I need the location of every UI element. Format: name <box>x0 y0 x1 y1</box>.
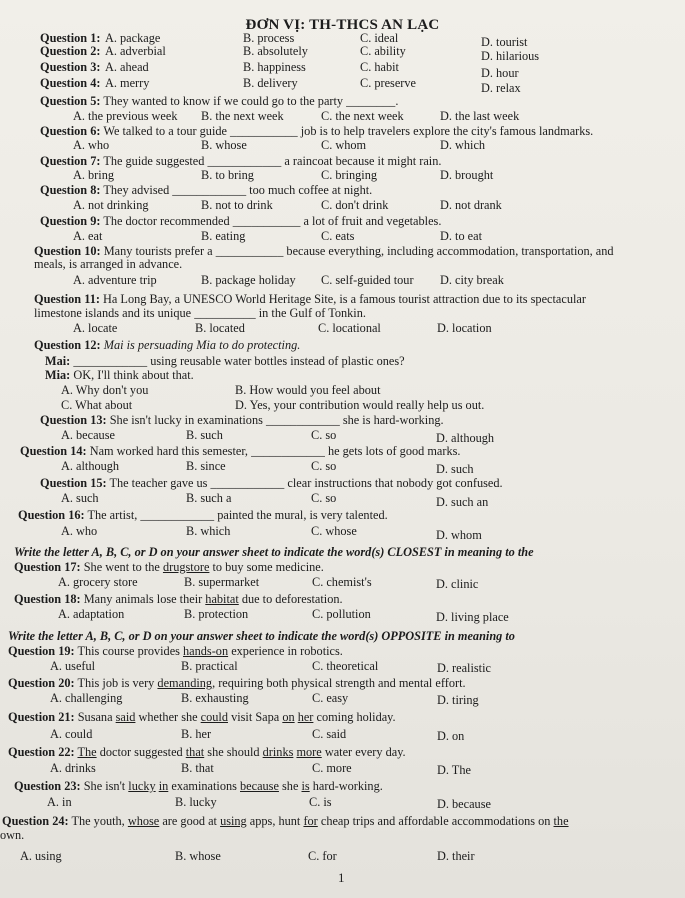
option-b: B. How would you feel about <box>235 383 381 397</box>
underlined-word: lucky <box>128 779 156 793</box>
option-b: B. process <box>243 31 295 45</box>
option-b: B. exhausting <box>181 691 249 705</box>
option-c: C. the next week <box>321 109 404 123</box>
q-text: using reusable water bottles instead of plastic ones? <box>150 354 405 368</box>
option-a: A. bring <box>73 168 114 182</box>
option-d: D. their <box>437 849 475 863</box>
speaker-mia: Mia: <box>45 368 71 382</box>
question-16-stem: Question 16: The artist, ____________ painted the mural, is very talented. <box>18 508 388 522</box>
q-text: she is hard-working. <box>342 413 444 427</box>
option-a: A. the previous week <box>73 109 178 123</box>
q-text: job is to help travelers explore the city's famous landmarks. <box>300 124 594 138</box>
question-3 <box>40 60 519 80</box>
option-b: B. located <box>195 321 245 335</box>
option-c: C. eats <box>321 229 355 243</box>
q-text: The teacher gave us <box>109 476 208 490</box>
question-10-stem: Question 10: Many tourists prefer a ___________ because everything, including accommodation, transportation, and <box>34 244 614 258</box>
option-a: A. eat <box>73 229 103 243</box>
option-b: B. supermarket <box>184 575 260 589</box>
option-c: C. ability <box>360 44 406 58</box>
option-a: A. in <box>47 795 72 809</box>
option-d: D. to eat <box>440 229 483 243</box>
q-label: Question 6: <box>40 124 101 138</box>
q-label: Question 17: <box>14 560 81 574</box>
option-a: A. merry <box>105 76 150 90</box>
unit-header: ĐƠN VỊ: TH-THCS AN LẠC <box>245 17 440 33</box>
question-21-stem <box>8 710 396 725</box>
q-label: Question 19: <box>8 644 75 658</box>
question-7-stem: Question 7: The guide suggested ____________ a raincoat because it might rain. <box>40 154 442 168</box>
option-a: A. because <box>61 428 115 442</box>
option-b: B. protection <box>184 607 249 621</box>
underlined-word: because <box>240 779 279 793</box>
q-text: She went to the <box>83 560 160 574</box>
q-text: too much coffee at night. <box>249 183 373 197</box>
option-b: B. to bring <box>201 168 254 182</box>
option-d: D. such an <box>436 495 489 509</box>
question-11-stem-cont: limestone islands and its unique __________ in the Gulf of Tonkin. <box>34 306 366 320</box>
q-text: The guide suggested <box>103 154 205 168</box>
q-label: Question 3: <box>40 60 101 74</box>
question-9-stem: Question 9: The doctor recommended ___________ a lot of fruit and vegetables. <box>40 214 442 228</box>
option-c: C. self-guided tour <box>321 273 414 287</box>
option-d: D. tourist <box>481 35 528 49</box>
q-text: She isn't <box>83 779 126 793</box>
q-label: Question 16: <box>18 508 85 522</box>
option-a: A. using <box>20 849 62 863</box>
option-b: B. whose <box>201 138 247 152</box>
question-12-mai: Mai: ____________ using reusable water bottles instead of plastic ones? <box>45 354 405 368</box>
option-b: B. the next week <box>201 109 284 123</box>
q-text: experience in robotics. <box>231 644 343 658</box>
q-text: Ha Long Bay, a UNESCO World Heritage Site, is a famous tourist attraction due to its spectacular <box>103 292 586 306</box>
option-c: C. for <box>308 849 337 863</box>
q-label: Question 2: <box>40 44 101 58</box>
question-20-stem <box>8 676 466 691</box>
q-label: Question 12: <box>34 338 101 352</box>
underlined-word: more <box>296 745 322 759</box>
q-text: doctor suggested <box>99 745 183 759</box>
q-text: , requiring both physical strength and mental effort. <box>212 676 466 690</box>
option-d: D. because <box>437 797 491 811</box>
q-text: apps, hunt <box>249 814 301 828</box>
q-text: Many tourists prefer a <box>103 244 213 258</box>
option-d: D. such <box>436 462 474 476</box>
option-d: D. Yes, your contribution would really help us out. <box>235 398 485 412</box>
question-24-stem <box>2 814 569 829</box>
underlined-word: demanding <box>157 676 213 690</box>
underlined-word: in <box>158 779 169 793</box>
q-label: Question 10: <box>34 244 101 258</box>
option-b: B. package holiday <box>201 273 296 287</box>
q-text: Nam worked hard this semester, <box>89 444 249 458</box>
q-text: The youth, <box>71 814 125 828</box>
q-label: Question 7: <box>40 154 101 168</box>
option-a: A. locate <box>73 321 118 335</box>
question-11-stem <box>34 292 586 307</box>
q-text: Susana <box>77 710 113 724</box>
q-text: Many animals lose their <box>83 592 203 606</box>
option-c: C. so <box>311 428 337 442</box>
option-d: D. brought <box>440 168 494 182</box>
option-d: D. which <box>440 138 486 152</box>
option-d: D. clinic <box>436 577 479 591</box>
option-c: C. more <box>312 761 352 775</box>
option-a: A. could <box>50 727 93 741</box>
option-d: D. whom <box>436 528 482 542</box>
q-text: are good at <box>162 814 217 828</box>
option-b: B. happiness <box>243 60 306 74</box>
option-a: A. Why don't you <box>61 383 149 397</box>
q-label: Question 23: <box>14 779 81 793</box>
question-12-stem <box>34 338 300 353</box>
q-text: he gets lots of good marks. <box>327 444 461 458</box>
option-a: A. useful <box>50 659 96 673</box>
q-text: she <box>282 779 299 793</box>
underlined-word: drugstore <box>162 560 210 574</box>
option-a: A. adverbial <box>105 44 166 58</box>
option-a: A. package <box>105 31 161 45</box>
q-text: clear instructions that nobody got confused. <box>287 476 503 490</box>
q-text: in the Gulf of Tonkin. <box>258 306 366 320</box>
option-d: D. relax <box>481 81 521 95</box>
option-d: D. hilarious <box>481 49 540 63</box>
option-d: D. hour <box>481 66 519 80</box>
underlined-word: whose <box>127 814 160 828</box>
question-5-stem: Question 5: They wanted to know if we could go to the party ________. <box>40 94 399 108</box>
page-number: 1 <box>338 870 345 885</box>
question-18-stem <box>14 592 343 607</box>
question-22-stem <box>8 745 406 760</box>
option-d: D. on <box>437 729 465 743</box>
option-c: C. so <box>311 459 337 473</box>
option-a: A. ahead <box>105 60 149 74</box>
option-c: C. said <box>312 727 347 741</box>
option-c: C. chemist's <box>312 575 372 589</box>
q-text: cheap trips and affordable accommodations on <box>320 814 551 828</box>
q-text: visit Sapa <box>231 710 280 724</box>
underlined-word: hands-on <box>183 644 229 658</box>
question-15-stem: Question 15: The teacher gave us ____________ clear instructions that nobody got confused. <box>40 476 503 490</box>
q-label: Question 11: <box>34 292 100 306</box>
q-text: to buy some medicine. <box>212 560 324 574</box>
q-text: coming holiday. <box>316 710 396 724</box>
q-text: a lot of fruit and vegetables. <box>303 214 442 228</box>
question-17-stem <box>14 560 324 575</box>
option-c: C. preserve <box>360 76 416 90</box>
q-label: Question 22: <box>8 745 75 759</box>
option-c: C. theoretical <box>312 659 379 673</box>
q-label: Question 18: <box>14 592 81 606</box>
underlined-word: on <box>282 710 295 724</box>
underlined-word: the <box>553 814 569 828</box>
option-b: B. lucky <box>175 795 217 809</box>
option-b: B. whose <box>175 849 221 863</box>
q-text: because everything, including accommodation, transportation, and <box>286 244 614 258</box>
option-c: C. easy <box>312 691 349 705</box>
option-c: C. whom <box>321 138 367 152</box>
q-label: Question 5: <box>40 94 101 108</box>
option-d: D. the last week <box>440 109 520 123</box>
q-label: Question 8: <box>40 183 101 197</box>
q-text: water every day. <box>324 745 406 759</box>
underlined-word: her <box>297 710 314 724</box>
underlined-word: is <box>301 779 310 793</box>
option-d: D. living place <box>436 610 509 624</box>
option-a: A. although <box>61 459 120 473</box>
instruction-closest: Write the letter A, B, C, or D on your answer sheet to indicate the word(s) CLOSEST in meaning to the <box>14 545 534 559</box>
question-12-mia <box>45 368 194 383</box>
option-b: B. practical <box>181 659 238 673</box>
option-d: D. location <box>437 321 492 335</box>
option-c: C. bringing <box>321 168 378 182</box>
option-c: C. don't drink <box>321 198 389 212</box>
q-text: OK, I'll think about that. <box>73 368 194 382</box>
option-b: B. absolutely <box>243 44 308 58</box>
option-b: B. such <box>186 428 223 442</box>
q-text: They advised <box>103 183 170 197</box>
underlined-word: The <box>77 745 97 759</box>
q-text: a raincoat because it might rain. <box>284 154 442 168</box>
option-c: C. is <box>309 795 332 809</box>
option-c: C. whose <box>311 524 357 538</box>
q-label: Question 4: <box>40 76 101 90</box>
option-d: D. although <box>436 431 495 445</box>
q-text: They wanted to know if we could go to the party <box>103 94 344 108</box>
q-label: Question 1: <box>40 31 101 45</box>
q-text: due to deforestation. <box>241 592 343 606</box>
instruction-opposite: Write the letter A, B, C, or D on your answer sheet to indicate the word(s) OPPOSITE in meaning to <box>8 629 515 643</box>
question-24-stem-cont: own. <box>0 828 25 842</box>
option-d: D. realistic <box>437 661 491 675</box>
option-a: A. challenging <box>50 691 123 705</box>
underlined-word: habitat <box>205 592 239 606</box>
q-text: The doctor recommended <box>103 214 230 228</box>
option-a: A. who <box>73 138 110 152</box>
option-a: A. adventure trip <box>73 273 157 287</box>
q-label: Question 13: <box>40 413 107 427</box>
question-10-stem-cont: meals, is arranged in advance. <box>34 257 183 271</box>
option-b: B. which <box>186 524 231 538</box>
q-text: limestone islands and its unique <box>34 306 192 320</box>
q-text: she should <box>207 745 260 759</box>
speaker-mai: Mai: <box>45 354 71 368</box>
option-d: D. tiring <box>437 693 479 707</box>
q-text: This job is very <box>77 676 155 690</box>
question-2 <box>40 44 540 63</box>
question-14-stem: Question 14: Nam worked hard this semester, ____________ he gets lots of good marks. <box>20 444 461 458</box>
underlined-word: for <box>303 814 318 828</box>
underlined-word: could <box>200 710 228 724</box>
option-a: A. adaptation <box>58 607 125 621</box>
q-label: Question 15: <box>40 476 107 490</box>
q-text: The artist, <box>87 508 138 522</box>
option-d: D. city break <box>440 273 504 287</box>
option-b: B. delivery <box>243 76 298 90</box>
underlined-word: using <box>220 814 247 828</box>
option-c: C. pollution <box>312 607 371 621</box>
question-13-stem: Question 13: She isn't lucky in examinations ____________ she is hard-working. <box>40 413 444 427</box>
option-b: B. since <box>186 459 226 473</box>
option-a: A. who <box>61 524 98 538</box>
q-label: Question 21: <box>8 710 75 724</box>
option-c: C. habit <box>360 60 399 74</box>
question-8-stem: Question 8: They advised ____________ too much coffee at night. <box>40 183 373 197</box>
option-b: B. that <box>181 761 214 775</box>
option-a: A. not drinking <box>73 198 149 212</box>
q-label: Question 9: <box>40 214 101 228</box>
option-b: B. her <box>181 727 212 741</box>
option-b: B. not to drink <box>201 198 273 212</box>
option-b: B. such a <box>186 491 232 505</box>
option-a: A. such <box>61 491 99 505</box>
question-6-stem: Question 6: We talked to a tour guide ___________ job is to help travelers explore the city's famous landmarks. <box>40 124 594 138</box>
option-a: A. drinks <box>50 761 96 775</box>
option-c: C. so <box>311 491 337 505</box>
option-d: D. not drank <box>440 198 502 212</box>
question-23-stem <box>14 779 383 794</box>
underlined-word: drinks <box>262 745 294 759</box>
q-text: She isn't lucky in examinations <box>109 413 263 427</box>
q-label: Question 14: <box>20 444 87 458</box>
q-text: We talked to a tour guide <box>103 124 227 138</box>
q-text: This course provides <box>77 644 180 658</box>
q-text: whether she <box>138 710 198 724</box>
option-d: D. The <box>437 763 471 777</box>
underlined-word: said <box>115 710 136 724</box>
q-text: painted the mural, is very talented. <box>217 508 388 522</box>
question-4 <box>40 76 521 95</box>
option-a: A. grocery store <box>58 575 138 589</box>
q-label: Question 20: <box>8 676 75 690</box>
q-text: hard-working. <box>312 779 383 793</box>
q-label: Question 24: <box>2 814 69 828</box>
underlined-word: that <box>185 745 205 759</box>
option-c: C. locational <box>318 321 381 335</box>
option-c: C. ideal <box>360 31 399 45</box>
option-c: C. What about <box>61 398 133 412</box>
option-b: B. eating <box>201 229 246 243</box>
q-text: Mai is persuading Mia to do protecting. <box>103 338 301 352</box>
q-text: examinations <box>171 779 237 793</box>
question-19-stem <box>8 644 343 659</box>
